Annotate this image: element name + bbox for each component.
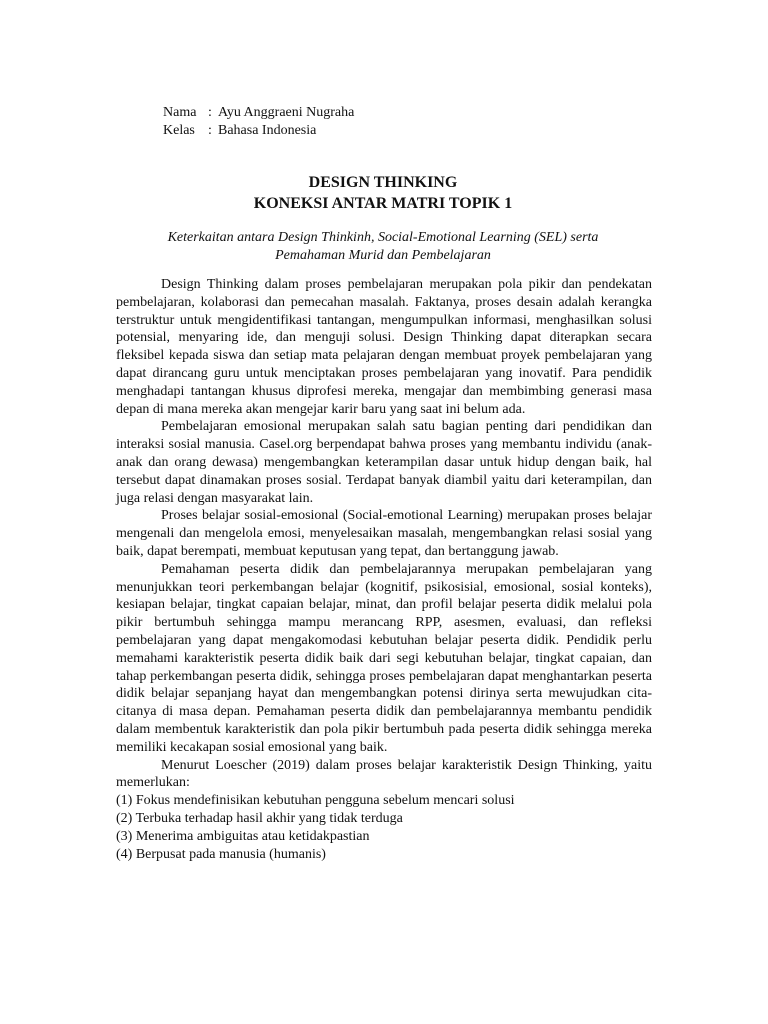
paragraph-loescher: Menurut Loescher (2019) dalam proses belajar karakteristik Design Thinking, yaitu memerlukan: xyxy=(116,757,652,791)
paragraph-student-understanding: Pemahaman peserta didik dan pembelajarannya merupakan pembelajaran yang menunjukkan teori perkembangan belajar (kognitif, psikosisial, emosional, sosial konteks), kesiapan belajar, tingkat capaian belajar, minat, dan profil belajar peserta didik melalui pola pikir bertumbuh sehingga mampu merancang RPP, asesmen, evaluasi, dan refleksi pembelajaran yang dapat mengakomodasi kebutuhan belajar peserta didik. Pendidik perlu memahami karakteristik peserta didik baik dari segi kebutuhan belajar, tingkat capaian, dan tahap perkembangan peserta didik, sehingga proses pembelajaran dapat menghantarkan peserta didik belajar sepanjang hayat dan mengembangkan potensi dirinya serta mewujudkan cita-citanya di masa depan. Pemahaman peserta didik dan pembelajarannya membantu pendidik dalam membentuk karakteristik dan pola pikir bertumbuh pada peserta didik sehingga mereka memiliki kecakapan sosial emosional yang baik. xyxy=(116,561,652,755)
title-line-2: KONEKSI ANTAR MATRI TOPIK 1 xyxy=(253,195,513,212)
document-title xyxy=(116,172,650,214)
list-item: (3) Menerima ambiguitas atau ketidakpastian xyxy=(116,828,370,844)
paragraph-design-thinking: Design Thinking dalam proses pembelajaran merupakan pola pikir dan pendekatan pembelajaran, kolaborasi dan pemecahan masalah. Faktanya, proses desain adalah kerangka terstruktur untuk mengidentifikasi tantangan, mengumpulkan informasi, menghasilkan solusi potensial, menyaring ide, dan menguji solusi. Design Thinking dapat diterapkan secara fleksibel kepada siswa dan setiap mata pelajaran dengan membuat proyek pembelajaran yang dapat dirancang guru untuk menciptakan proses pembelajaran yang inovatif. Para pendidik menghadapi tantangan khusus diprofesi mereka, mengajar dan membimbing generasi masa depan di mana mereka akan mengejar karir baru yang saat ini belum ada. xyxy=(116,277,652,417)
document-body xyxy=(116,276,652,863)
list-item: (1) Fokus mendefinisikan kebutuhan pengguna sebelum mencari solusi xyxy=(116,793,515,809)
subtitle-line-2: Pemahaman Murid dan Pembelajaran xyxy=(275,248,491,263)
name-label: Nama xyxy=(163,105,197,120)
paragraph-emotional-learning: Pembelajaran emosional merupakan salah satu bagian penting dari pendidikan dan interaksi sosial manusia. Casel.org berpendapat bahwa proses yang membantu individu (anak-anak dan orang dewasa) mengembangkan keterampilan dasar untuk hidup dengan baik, hal tersebut dapat dinamakan proses sosial. Terdapat banyak diambil yaitu dari keterampilan, dan juga relasi dengan masyarakat lain. xyxy=(116,419,652,506)
name-separator: : xyxy=(208,105,212,120)
list-item: (4) Berpusat pada manusia (humanis) xyxy=(116,846,326,862)
list-item: (2) Terbuka terhadap hasil akhir yang tidak terduga xyxy=(116,810,403,826)
subtitle-line-1: Keterkaitan antara Design Thinkinh, Social-Emotional Learning (SEL) serta xyxy=(167,230,599,245)
class-value: Bahasa Indonesia xyxy=(218,123,317,138)
document-subtitle xyxy=(116,229,650,265)
name-value: Ayu Anggraeni Nugraha xyxy=(218,105,355,120)
title-line-1: DESIGN THINKING xyxy=(308,174,458,191)
class-row xyxy=(163,122,354,140)
name-row xyxy=(163,104,354,122)
class-label: Kelas xyxy=(163,123,195,138)
paragraph-sel-process: Proses belajar sosial-emosional (Social-emotional Learning) merupakan proses belajar mengenali dan mengelola emosi, menyelesaikan masalah, mengembangkan relasi sosial yang baik, dapat berempati, membuat keputusan yang tepat, dan bertanggung jawab. xyxy=(116,508,652,559)
class-separator: : xyxy=(208,123,212,138)
student-info xyxy=(163,104,354,140)
